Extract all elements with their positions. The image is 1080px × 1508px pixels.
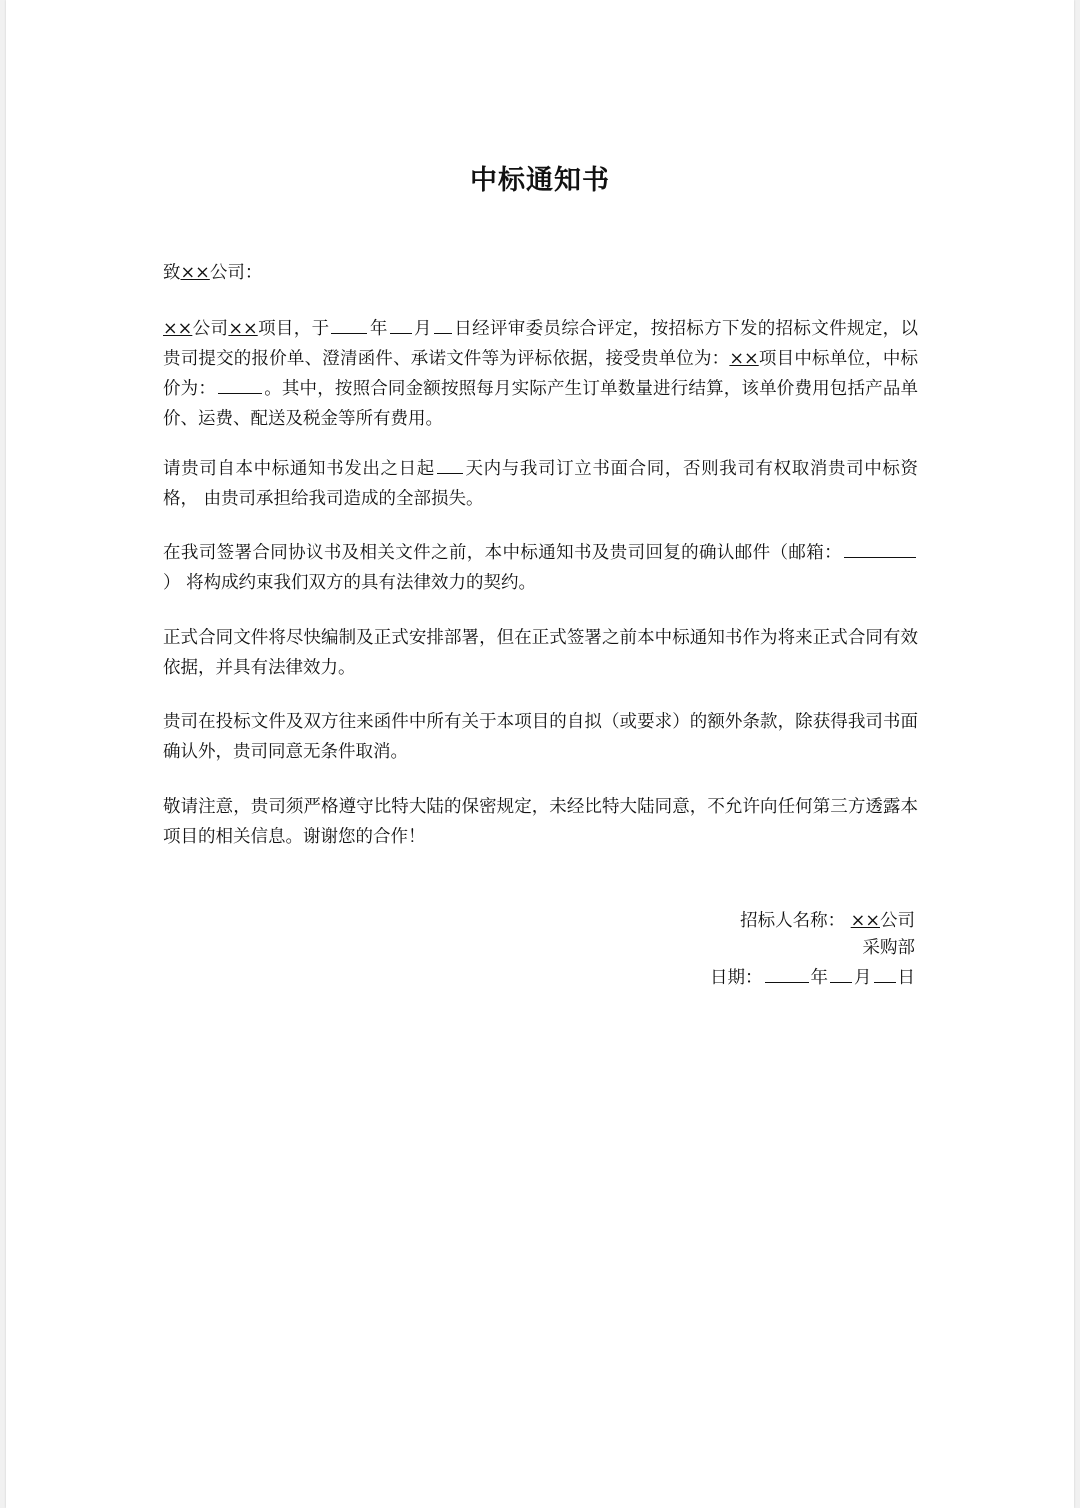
text-fragment: 项目，于 (257, 319, 330, 339)
company-placeholder: ×× (163, 319, 193, 339)
tenderer-placeholder: ×× (850, 911, 880, 931)
month-label: 月 (854, 968, 872, 988)
salutation (163, 258, 918, 288)
text-fragment: 。其中，按照合同金额按照每月实际产生订单数量进行结算，该单价费用包括产品单价、运费、配送及税金等所有费用。 (163, 379, 919, 429)
text-fragment: 在我司签署合同协议书及相关文件之前，本中标通知书及贵司回复的确认邮件（邮箱： (163, 543, 842, 563)
salutation-suffix: 公司： (209, 263, 263, 283)
tenderer-suffix: 公司 (880, 911, 915, 931)
tenderer-label: 招标人名称： (740, 911, 846, 931)
text-fragment: 公司 (192, 319, 229, 339)
paragraph-formal-contract: 正式合同文件将尽快编制及正式安排部署，但在正式签署之前本中标通知书作为将来正式合同有效依据，并具有法律效力。 (163, 628, 918, 678)
year-blank (331, 315, 367, 334)
day-blank (434, 315, 452, 334)
text-fragment: 天内与我司订立书面合同，否则我司有权取消贵司中标资格， 由贵司承担给我司造成的全部损失。 (163, 459, 918, 509)
paragraph-confidentiality: 敬请注意，贵司须严格遵守比特大陆的保密规定，未经比特大陆同意，不允许向任何第三方透露本项目的相关信息。谢谢您的合作！ (163, 797, 918, 847)
salutation-prefix: 致 (163, 263, 181, 283)
text-fragment: 项目中标单位，中标价为： (163, 349, 919, 399)
text-fragment: 年 (369, 319, 388, 339)
email-blank (844, 539, 916, 558)
sig-month-blank (830, 964, 852, 983)
sig-year-blank (765, 964, 809, 983)
text-fragment: 日经评审委员综合评定，按招标方下发的招标文件规定，以贵司提交的报价单、澄清函件、承诺文件等为评标依据，接受贵单位为： (163, 319, 919, 369)
paragraph-contract-deadline (163, 454, 918, 514)
paragraph-award-details (163, 314, 918, 434)
text-fragment: ） 将构成约束我们双方的具有法律效力的契约。 (163, 573, 537, 593)
paragraph-extra-terms: 贵司在投标文件及双方往来函件中所有关于本项目的自拟（或要求）的额外条款，除获得我司书面确认外，贵司同意无条件取消。 (163, 712, 918, 762)
day-label: 日 (897, 968, 915, 988)
signature-tenderer (595, 908, 915, 935)
project-placeholder-2: ×× (729, 349, 759, 369)
year-label: 年 (810, 968, 828, 988)
text-fragment: 月 (413, 319, 432, 339)
price-blank (218, 375, 262, 394)
month-blank (390, 315, 412, 334)
text-fragment: 请贵司自本中标通知书发出之日起 (163, 459, 435, 479)
sig-day-blank (874, 964, 896, 983)
signature-date (595, 964, 915, 992)
date-label: 日期： (710, 968, 763, 988)
document-title: 中标通知书 (470, 165, 610, 196)
salutation-company-placeholder: ×× (180, 263, 210, 283)
paragraph-binding-contract (163, 538, 918, 598)
days-blank (437, 455, 463, 474)
project-placeholder: ×× (228, 319, 258, 339)
signature-department: 采购部 (862, 938, 915, 958)
